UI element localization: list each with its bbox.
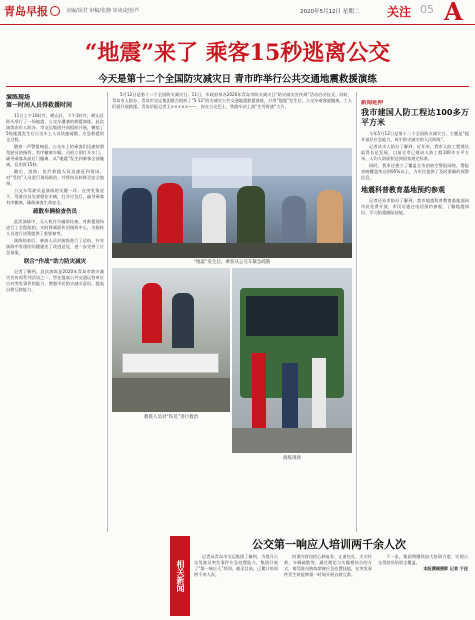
related-paragraph: 下一步，集团将继续加大培训力度，实现公交驾驶员培训全覆盖。	[378, 554, 468, 566]
page-number: 05	[420, 3, 434, 16]
right-paragraph: 同时，我市还建立了覆盖全市的防空警报网络，警报音响覆盖率达到95%以上，为市民提供了及时准确的预警信息。	[361, 162, 469, 180]
photo-caption-1: “地震”发生后，乘客从公交车紧急疏散	[193, 260, 271, 265]
column-divider	[356, 92, 357, 532]
right-title: 我市建国人防工程达100多万平方米	[361, 108, 469, 128]
left-paragraph: 11日上午10时许，崂山区，下午1时许，崂山区街头举行了一场地震、公交车遭袭的救援演练，此次演练由市人防办、市交运集团共同组织开展，模拟了5级地震发生后公交车上人员快速疏散、应急救援的全过程。	[6, 113, 104, 143]
photo-caption-3: 演练现场	[283, 456, 301, 461]
related-paragraph: 记者从青岛市交运集团了解到，为提升公交驾驶员突发事件应急处置能力，集团开展了“第一响应人”培训，截至目前，已累计培训两千余人次。	[194, 554, 278, 578]
related-column-3	[378, 554, 468, 618]
related-column-1	[194, 554, 278, 618]
newspaper-logo: 青岛早报	[4, 5, 48, 18]
photo-bus-interior	[112, 148, 352, 258]
related-news-title: 公交第一响应人培训两千余人次	[252, 538, 406, 551]
left-paragraph: 随后，消防、医疗救援人员迅速赶到现场，对“受伤”人员进行现场救治，并将伤员转移至安全地带。	[6, 168, 104, 187]
sub-headline: 今天是第十二个全国防灾减灾日 青市昨举行公共交通地震救援演练	[98, 74, 377, 85]
section-name: 关注	[387, 5, 412, 19]
left-subtitle-1: 疏散车辆检查伤员	[32, 208, 77, 215]
intro-paragraph: 5月12日是第十二个全国防灾减灾日。11日，市政府举办2020年青岛市防灾减灾日“防灾减灾宣传周”活动启动仪式。同时，青岛市人防办、青岛市交运集团联合组织了“5·12”防灾减灾公共交通地震救援演练，只用“地震”发生后，公交车乘客就撤离，工人们就开展救援。青岛早报记者王×××××——，你在公交巴士、铁路车站上演“生死时速”大片。	[112, 92, 352, 110]
related-paragraph: 培训内容包括心肺复苏、止血包扎、火灾扑救、车辆疏散等，通过理论与实操相结合的方式，使驾驶员熟练掌握应急处置技能，在突发事件发生时能够第一时间开展自救互救。	[284, 554, 372, 578]
right-kicker: 新闻延伸	[361, 100, 384, 106]
photo-bus-exterior	[232, 268, 352, 453]
logo-badge-icon	[50, 6, 60, 16]
related-news-label: 相关新闻	[170, 536, 190, 616]
left-column	[6, 94, 104, 616]
left-paragraph: 记者了解到，此次演练是2020年青岛市防灾减灾宣传周系列活动之一，旨在提高公共交通运营单位应对突发事件的能力，增强市民防灾减灾意识，提高自救互救能力。	[6, 268, 104, 293]
related-column-2	[284, 554, 372, 618]
issue-date: 2020年5月12日 星期二	[300, 9, 360, 15]
right-paragraph: 今年5月12日是第十二个全国防灾减灾日，主题是“提升基层应急能力，筑牢防灾减灾的人民防线”。	[361, 131, 469, 143]
byline: 本版撰稿摄影 记者 于佳	[423, 566, 468, 572]
photo-caption-2: 救援人员对“伤员”进行救治	[143, 415, 199, 420]
main-headline: “地震”来了 乘客15秒逃离公交	[84, 40, 391, 66]
right-paragraph: 记者从市人防办了解到，近年来，我市人防工程建设取得长足发展，目前全市已建成人防工程100多万平方米，人均人防面积达到国家规定标准。	[361, 143, 469, 161]
column-divider	[107, 92, 108, 532]
section-letter: A	[444, 0, 463, 26]
left-paragraph: 此次演练中，无人机作为辅助设备，对救援现场进行了全程航拍，实时将画面传回指挥中心，为指挥人员进行决策提供了重要参考。	[6, 218, 104, 237]
right-paragraph: 记者还从市防办了解到，我市地震科普教育基地面向市民免费开放，市民可通过电话预约参观，了解地震知识，学习防震避险技能。	[361, 197, 469, 216]
left-paragraph: 随着一声警报响起，公交车上的乘客们迅速按照驾驶员的指挥，有序撤离车厢。司机立即打开车门，疏导乘客从前后门撤离，从“地震”发生到乘客全部撤离，仅用时15秒。	[6, 143, 104, 168]
right-title-2: 地震科普教育基地预约参观	[361, 185, 445, 194]
left-kicker: 演练现场 第一时间人员得救援时间	[6, 94, 73, 109]
left-paragraph: 公交车驾驶员是演练的关键一环。在突发情况下，驾驶员首先要稳住车辆，打开应急灯，疏导乘客有序撤离，确保乘客生命安全。	[6, 187, 104, 205]
headline-divider	[6, 86, 469, 87]
page-header	[0, 0, 475, 25]
left-subtitle-2: 联合“作战”助力防灾减灾	[23, 258, 87, 265]
intro-paragraph-block	[112, 92, 352, 146]
right-column	[361, 100, 469, 530]
photo-rescue	[112, 268, 230, 412]
editor-credits: 美编/闵君 审稿/张静 审读/赵怡芦	[66, 8, 140, 14]
left-paragraph: 演练结束后，参演人员对演练进行了总结，针对演练中发现的问题提出了改进意见，进一步完善了应急预案。	[6, 237, 104, 255]
